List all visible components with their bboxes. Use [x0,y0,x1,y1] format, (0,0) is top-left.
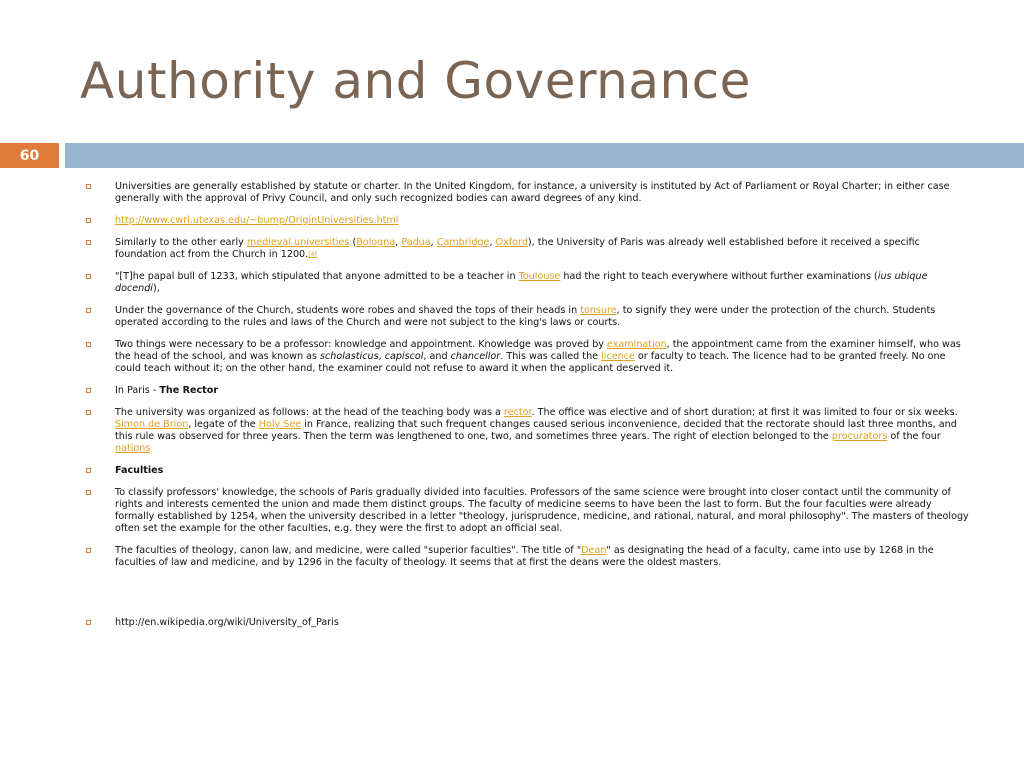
text-span: , legate of the [188,419,259,430]
square-bullet-icon [86,620,91,625]
list-item [86,617,970,629]
link-toulouse[interactable]: Toulouse [518,271,561,282]
text-span: The faculties of theology, canon law, and medicine, were called "superior faculties". The title of " [115,545,582,556]
list-item [86,305,970,329]
source-link[interactable]: http://www.cwrl.utexas.edu/~bump/OriginUniversities.html [115,215,399,226]
link-dean[interactable]: Dean [581,545,607,556]
square-bullet-icon [86,218,91,223]
list-item [86,545,970,569]
slide-number: 60 [0,143,59,168]
link-tonsure[interactable]: tonsure [580,305,617,316]
text-span: ), the University of Paris was already well established before it received a specific foundation act from the Church in 1200. [115,237,920,260]
text-span: , [430,237,437,248]
text-span: , the appointment came from the examiner himself, who was the head of the school, and was known as [115,339,961,362]
square-bullet-icon [86,410,91,415]
square-bullet-icon [86,274,91,279]
link-oxford[interactable]: Oxford [495,237,528,248]
text-span: Two things were necessary to be a professor: knowledge and appointment. Knowledge was proved by [115,339,608,350]
text-span: In Paris - [115,385,160,396]
square-bullet-icon [86,548,91,553]
link-holy-see[interactable]: Holy See [258,419,302,430]
text-span: ), [152,283,160,294]
italic-term: capiscol [384,351,424,362]
text-span: , [395,237,402,248]
text-span: or faculty to teach. The licence had to be granted freely. No one could teach without it; on the other hand, the examiner could not refuse to award it when the applicant deserved it. [115,351,946,374]
bullet-text: Universities are generally established by statute or charter. In the United Kingdom, for instance, a university is instituted by Act of Parliament or Royal Charter; in either case generally with the approval of Privy Council, and only such recognized bodies can award degrees of any kind. [115,181,950,204]
slide-title: Authority and Governance [80,52,751,110]
bullet-list [86,181,970,639]
text-span: had the right to teach everywhere without further examinations ( [560,271,878,282]
text-span: "[T]he papal bull of 1233, which stipulated that anyone admitted to be a teacher in [115,271,519,282]
italic-term: ius ubique docendi [115,271,928,294]
text-span: , [489,237,496,248]
source-url-text: http://en.wikipedia.org/wiki/University_of_Paris [115,617,339,628]
link-simon-de-brion[interactable]: Simon de Brion [115,419,189,430]
square-bullet-icon [86,240,91,245]
list-item [86,271,970,295]
list-item [86,385,970,397]
link-bologna[interactable]: Bologna [356,237,396,248]
text-span: of the four [887,431,941,442]
square-bullet-icon [86,388,91,393]
text-span: . The office was elective and of short duration; at first it was limited to four or six weeks. [531,407,958,418]
text-span: , and [423,351,451,362]
list-item [86,407,970,455]
text-span: , to signify they were under the protection of the church. Students operated according to the rules and laws of the Church and were not subject to the king's laws or courts. [115,305,936,328]
text-span: The university was organized as follows: at the head of the teaching body was a [115,407,504,418]
bullet-text: To classify professors' knowledge, the schools of Paris gradually divided into faculties. Professors of the same science were brought into closer contact until the community of rights and interests cemented the union and made them distinct groups. The faculty of medicine seems to have been the last to form. But the four faculties were already formally established by 1254, when the university described in a letter "theology, jurisprudence, medicine, and rational, natural, and moral philosophy". The masters of theology often set the example for the other faculties, e.g. they were the first to adopt an official seal. [115,487,969,534]
link-padua[interactable]: Padua [401,237,431,248]
list-item [86,339,970,375]
square-bullet-icon [86,342,91,347]
header-band [65,143,1024,168]
link-medieval-universities[interactable]: medieval universities [246,237,350,248]
list-item [86,181,970,205]
square-bullet-icon [86,184,91,189]
text-span: Under the governance of the Church, students wore robes and shaved the tops of their heads in [115,305,581,316]
square-bullet-icon [86,468,91,473]
bold-heading: Faculties [115,465,164,476]
bold-heading: The Rector [159,385,219,396]
text-span: , [378,351,385,362]
list-item [86,237,970,261]
square-bullet-icon [86,490,91,495]
link-rector[interactable]: rector [503,407,532,418]
list-item [86,215,970,227]
list-item [86,465,970,477]
link-procurators[interactable]: procurators [831,431,888,442]
text-span: in France, realizing that such frequent changes caused serious inconvenience, decided that the rectorate should last three months, and this rule was observed for three years. Then the term was lengthened to one, two, and sometimes three years. The right of election belonged to the [115,419,957,442]
reference-link[interactable]: [4] [308,251,317,258]
link-cambridge[interactable]: Cambridge [436,237,490,248]
text-span: " as designating the head of a faculty, came into use by 1268 in the faculties of law and medicine, and by 1296 in the faculty of theology. It seems that at first the deans were the oldest masters. [115,545,934,568]
text-span: ( [349,237,357,248]
italic-term: chancellor [450,351,501,362]
list-item [86,487,970,535]
text-span: Similarly to the other early [115,237,247,248]
italic-term: scholasticus [320,351,379,362]
text-span: . This was called the [500,351,602,362]
link-licence[interactable]: licence [601,351,635,362]
link-examination[interactable]: examination [607,339,667,350]
link-nations[interactable]: nations [115,443,151,454]
square-bullet-icon [86,308,91,313]
